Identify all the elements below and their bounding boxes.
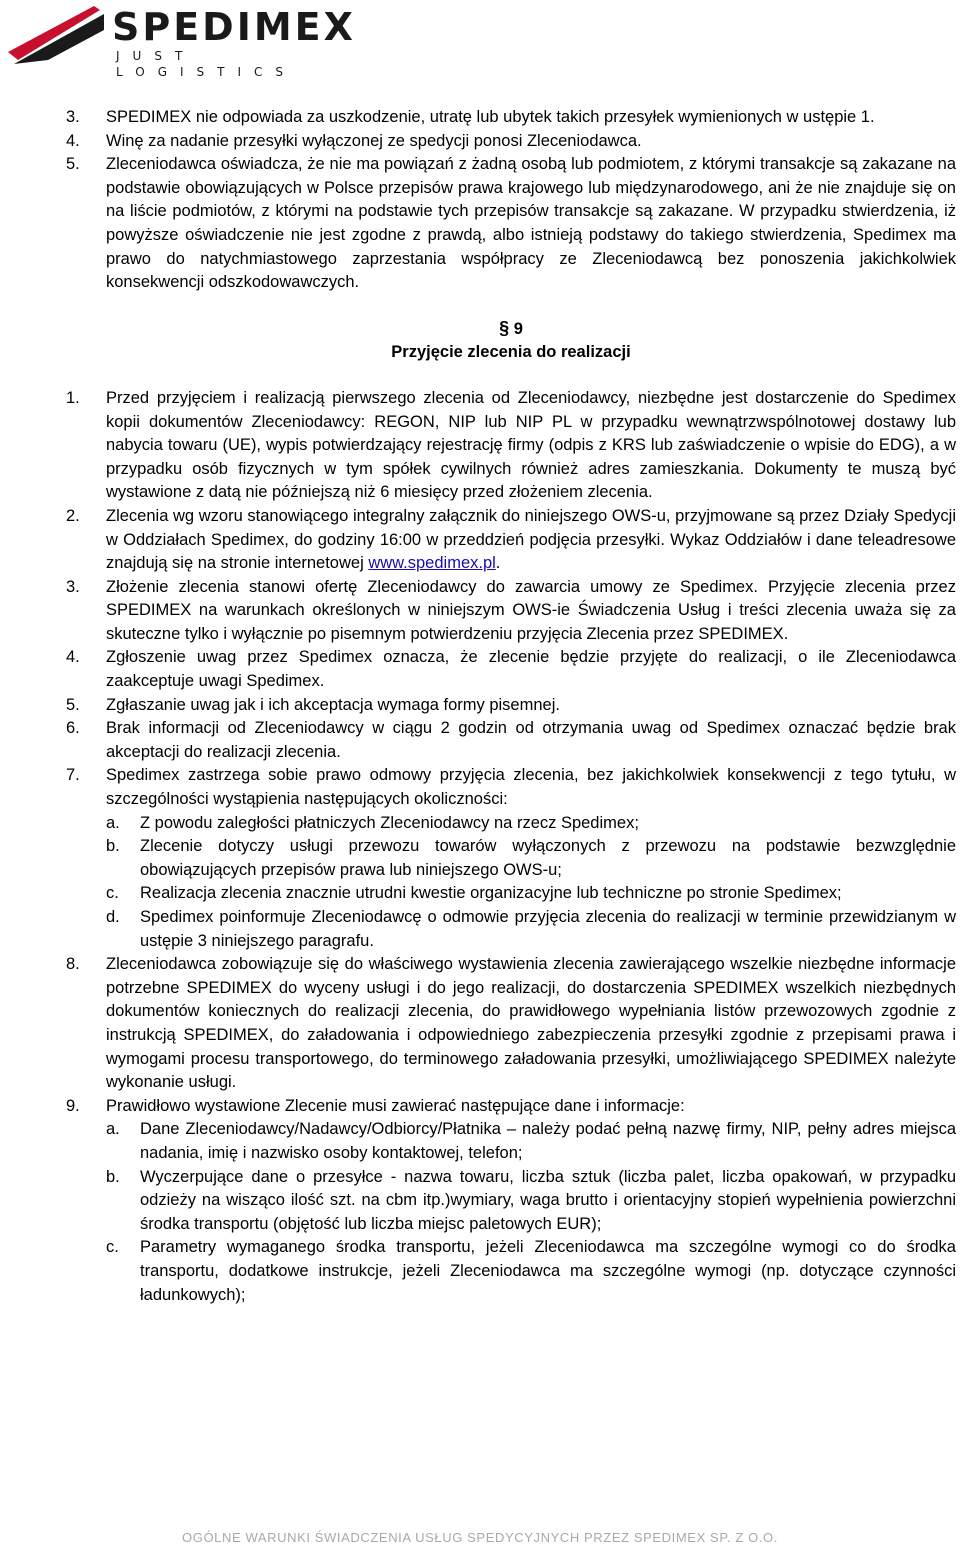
sub-item: [66, 1236, 956, 1307]
list-item: [66, 1095, 956, 1119]
sub-item: [66, 835, 956, 882]
item-number: 5.: [66, 155, 80, 174]
sub-item: [66, 1166, 956, 1237]
sub-item-text: Wyczerpujące dane o przesyłce - nazwa towaru, liczba sztuk (liczba palet, liczba opakowań, w przypadku odzieży na wisząco ilość szt. na cbm itp.)wymiary, waga brutto i orientacyjny stopień wypełnienia powierzchni środka transportu (objętość lub liczba miejsc paletowych EUR);: [140, 1167, 956, 1233]
item-text: Złożenie zlecenia stanowi ofertę Zleceniodawcy do zawarcia umowy ze Spedimex. Przyjęcie zlecenia przez SPEDIMEX na warunkach określonych w niniejszym OWS-ie Świadczenia Usług i treści zlecenia uważa się za skuteczne tylko i wyłącznie po pisemnym potwierdzeniu przyjęcia Zlecenia przez SPEDIMEX.: [106, 577, 956, 643]
brand-tagline: JUST LOGISTICS: [116, 49, 297, 79]
item-text: Prawidłowo wystawione Zlecenie musi zawierać następujące dane i informacje:: [106, 1096, 685, 1115]
item-number: 9.: [66, 1096, 80, 1115]
item-text: Przed przyjęciem i realizacją pierwszego zlecenia od Zleceniodawcy, niezbędne jest dostarczenie do Spedimex kopii dokumentów Zleceniodawcy: REGON, NIP lub NIP PL w przypadku wewnątrzwspólnotowej dostawy lub nabycia towaru (UE), wypis potwierdzający rejestrację firmy (odpis z KRS lub zaświadczenie o wpisie do EDG), a w przypadku osób fizycznych w tym spółek cywilnych również adres zamieszkania. Dokumenty te muszą być wystawione z datą nie późniejszą niż 6 miesięcy przed złożeniem zlecenia.: [106, 388, 956, 502]
item-number: 3.: [66, 577, 80, 596]
website-link[interactable]: www.spedimex.pl: [368, 554, 496, 573]
item-text: Winę za nadanie przesyłki wyłączonej ze spedycji ponosi Zleceniodawca.: [106, 131, 642, 150]
sub-item-text: Zlecenie dotyczy usługi przewozu towarów wyłączonych z przewozu na podstawie bezwzględnie obowiązujących przepisów prawa lub niniejszego OWS-u;: [140, 837, 956, 879]
item-text-container: [106, 505, 956, 576]
item-number: 4.: [66, 131, 80, 150]
sub-item-text: Realizacja zlecenia znacznie utrudni kwestie organizacyjne lub techniczne po stronie Spedimex;: [140, 884, 842, 903]
list-item: [66, 130, 956, 154]
item-number: 4.: [66, 648, 80, 667]
item-number: 3.: [66, 108, 80, 126]
sub-item: [66, 812, 956, 836]
list-item: [66, 576, 956, 647]
list-item: [66, 953, 956, 1095]
list-item: [66, 646, 956, 693]
item-number: 5.: [66, 695, 80, 714]
section-title: Przyjęcie zlecenia do realizacji: [391, 343, 631, 362]
list-item: [66, 387, 956, 505]
item-text: Zgłaszanie uwag jak i ich akceptacja wymaga formy pisemnej.: [106, 695, 560, 714]
item-text: Zlecenia wg wzoru stanowiącego integralny załącznik do niniejszego OWS-u, przyjmowane są przez Działy Spedycji w Oddziałach Spedimex, do godziny 16:00 w przeddzień podjęcia przesyłki. Wykaz Oddziałów i dane teleadresowe znajdują się na stronie internetowej: [106, 506, 956, 573]
sub-item-text: Dane Zleceniodawcy/Nadawcy/Odbiorcy/Płatnika – należy podać pełną nazwę firmy, NIP, pełny adres miejsca nadania, imię i nazwisko osoby kontaktowej, telefon;: [140, 1120, 956, 1162]
sub-item-letter: c.: [106, 884, 119, 903]
spedimex-logo: [8, 0, 368, 79]
list-item: [66, 106, 956, 130]
item-number: 2.: [66, 506, 80, 525]
list-item: [66, 717, 956, 764]
list-item: [66, 764, 956, 811]
sub-item-text: Z powodu zaległości płatniczych Zleceniodawcy na rzecz Spedimex;: [140, 813, 639, 832]
paragraph-sign: §: [499, 317, 510, 338]
sub-item-letter: a.: [106, 813, 120, 832]
item-text: Brak informacji od Zleceniodawcy w ciągu 2 godzin od otrzymania uwag od Spedimex oznaczać będzie brak akceptacji do realizacji zlecenia.: [106, 719, 956, 761]
item-number: 6.: [66, 719, 80, 738]
item-number: 8.: [66, 955, 80, 974]
item-text-end: .: [495, 554, 501, 573]
sub-item: [66, 882, 956, 906]
item-text: Zleceniodawca zobowiązuje się do właściwego wystawienia zlecenia zawierającego wszelkie niezbędne informacje potrzebne SPEDIMEX do wyceny usługi i do jego realizacji, do dostarczenia SPEDIMEX wszelkich niezbędnych dokumentów koniecznych do realizacji zlecenia, do prawidłowego wypełniania listów przewozowych zgodnie z instrukcją SPEDIMEX, do załadowania i odpowiedniego zabezpieczenia przesyłki zgodnie z przepisami prawa i wymogami procesu transportowego, do terminowego załadowania przesyłki, umożliwiającego SPEDIMEX należyte wykonanie usługi.: [106, 955, 956, 1092]
item-number: 7.: [66, 766, 80, 785]
sub-item: [66, 1118, 956, 1165]
sub-item-letter: b.: [106, 837, 120, 856]
sub-item-letter: c.: [106, 1238, 119, 1257]
sub-item-letter: d.: [106, 908, 120, 926]
item-text: SPEDIMEX nie odpowiada za uszkodzenie, utratę lub ubytek takich przesyłek wymienionych w ustępie 1.: [106, 108, 875, 126]
section-number: [66, 317, 956, 342]
item-text: Zleceniodawca oświadcza, że nie ma powiązań z żadną osobą lub podmiotem, z którymi transakcje są zakazane na podstawie obowiązujących w Polsce przepisów prawa krajowego lub międzynarodowego, ani że nie znajduje się on na liście podmiotów, z którymi na podstawie tych przepisów transakcje są zakazane. W przypadku stwierdzenia, iż powyższe oświadczenie nie jest zgodne z prawdą, albo istnieją podstawy do takiego stwierdzenia, Spedimex ma prawo do natychmiastowego zaprzestania współpracy ze Zleceniodawcą bez ponoszenia jakichkolwiek konsekwencji odszkodowawczych.: [106, 155, 956, 292]
sub-item: [66, 906, 956, 953]
sub-item-letter: b.: [106, 1167, 120, 1186]
brand-name: SPEDIMEX: [112, 5, 356, 49]
logo-mark-icon: [8, 0, 108, 72]
list-item: [66, 505, 956, 576]
list-item: [66, 694, 956, 718]
list-item: [66, 153, 956, 295]
page-footer: OGÓLNE WARUNKI ŚWIADCZENIA USŁUG SPEDYCYJNYCH PRZEZ SPEDIMEX SP. Z O.O.: [182, 1530, 778, 1545]
section-number-value: 9: [513, 319, 523, 338]
document-body: [66, 106, 956, 1307]
item-text: Spedimex zastrzega sobie prawo odmowy przyjęcia zlecenia, bez jakichkolwiek konsekwencji z tego tytułu, w szczególności wystąpienia następujących okoliczności:: [106, 766, 956, 809]
item-number: 1.: [66, 388, 80, 407]
sub-item-letter: a.: [106, 1120, 120, 1139]
sub-item-text: Spedimex poinformuje Zleceniodawcę o odmowie przyjęcia zlecenia do realizacji w terminie przewidzianym w ustępie 3 niniejszego paragrafu.: [140, 908, 956, 950]
section-heading: [66, 317, 956, 365]
item-text: Zgłoszenie uwag przez Spedimex oznacza, że zlecenie będzie przyjęte do realizacji, o ile Zleceniodawca zaakceptuje uwagi Spedimex.: [106, 648, 956, 691]
sub-item-text: Parametry wymaganego środka transportu, jeżeli Zleceniodawca ma szczególne wymogi co do środka transportu, dodatkowe instrukcje, jeżeli Zleceniodawca ma szczególne wymogi (np. dotyczące czynności ładunkowych);: [140, 1238, 956, 1304]
